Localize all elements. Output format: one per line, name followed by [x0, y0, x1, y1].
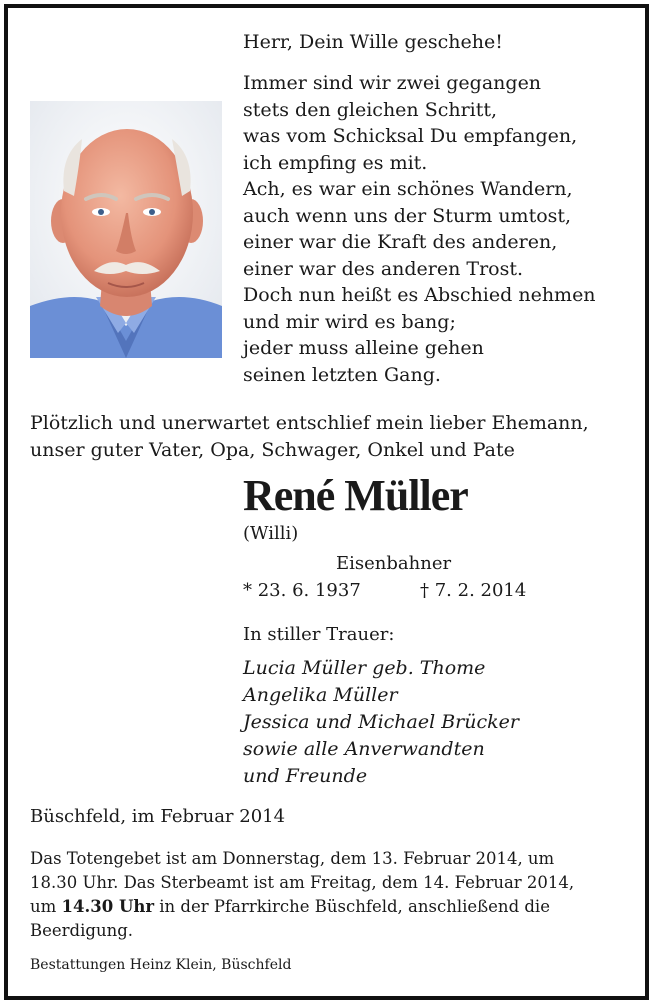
death-date: † 7. 2. 2014	[420, 580, 527, 601]
deceased-name: René Müller	[243, 471, 468, 520]
mourner: Angelika Müller	[243, 684, 398, 706]
mourner: Lucia Müller geb. Thome	[243, 657, 486, 679]
poem-line: Ach, es war ein schönes Wandern,	[243, 178, 573, 200]
poem-line: einer war des anderen Trost.	[243, 257, 524, 280]
poem-line: seinen letzten Gang.	[243, 363, 441, 386]
mourner: Jessica und Michael Brücker	[243, 711, 519, 733]
mourner: und Freunde	[243, 765, 368, 787]
undertaker: Bestattungen Heinz Klein, Büschfeld	[30, 957, 292, 973]
poem-line: stets den gleichen Schritt,	[243, 98, 498, 121]
poem-line: jeder muss alleine gehen	[243, 337, 484, 359]
funeral-time: 14.30 Uhr	[61, 897, 155, 916]
poem-line: einer war die Kraft des anderen,	[243, 231, 558, 253]
poem-line: ich empfing es mit.	[243, 151, 428, 174]
mourner: sowie alle Anverwandten	[243, 738, 485, 760]
place-date: Büschfeld, im Februar 2014	[30, 806, 286, 827]
deceased-occupation: Eisenbahner	[336, 553, 452, 574]
poem-line: Immer sind wir zwei gegangen	[243, 72, 542, 94]
poem-line: auch wenn uns der Sturm umtost,	[243, 204, 572, 227]
funeral-line: Beerdigung.	[30, 921, 134, 940]
funeral-line: Das Totengebet ist am Donnerstag, dem 13. Februar 2014, um	[30, 849, 555, 868]
poem-line: Doch nun heißt es Abschied nehmen	[243, 284, 596, 306]
funeral-line	[30, 895, 610, 919]
funeral-line: 18.30 Uhr. Das Sterbeamt ist am Freitag, dem 14. Februar 2014,	[30, 873, 575, 892]
funeral-text: in der Pfarrkirche Büschfeld, anschließend die	[154, 897, 550, 916]
poem	[243, 70, 596, 388]
portrait-photo	[30, 101, 222, 358]
poem-line: und mir wird es bang;	[243, 310, 456, 333]
deceased-nickname: (Willi)	[243, 523, 299, 544]
mourners-list	[243, 655, 519, 790]
poem-line: was vom Schicksal Du empfangen,	[243, 125, 578, 147]
intro-text: Plötzlich und unerwartet entschlief mein lieber Ehemann, unser guter Vater, Opa, Schwager, Onkel und Pate	[30, 412, 589, 461]
funeral-details	[30, 847, 610, 943]
portrait-illustration	[30, 101, 222, 358]
birth-date: * 23. 6. 1937	[243, 580, 361, 601]
mourning-heading: In stiller Trauer:	[243, 624, 395, 645]
funeral-text: um	[30, 897, 62, 916]
verse-heading: Herr, Dein Wille geschehe!	[243, 31, 503, 53]
